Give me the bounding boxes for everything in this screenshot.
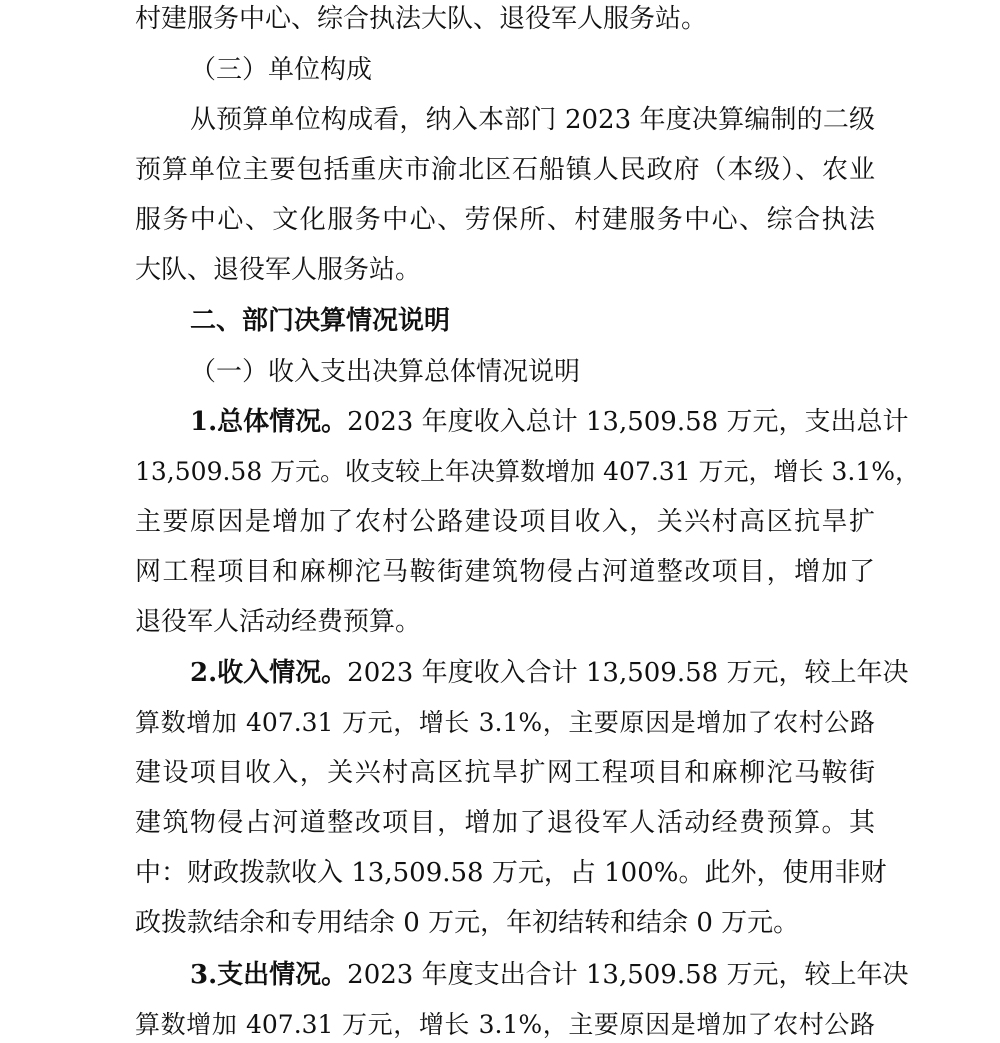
paragraph-lead: 3.支出情况。 [190, 960, 348, 990]
body-text-line: 政拨款结余和专用结余 0 万元，年初结转和结余 0 万元。 [135, 908, 800, 938]
paragraph-first-line [190, 405, 909, 439]
body-text-line: 13,509.58 万元。收支较上年决算数增加 407.31 万元，增长 3.1%， [135, 457, 921, 486]
paragraph-first-line [190, 958, 909, 992]
body-text-line: 算数增加 407.31 万元，增长 3.1%，主要原因是增加了农村公路 [135, 1010, 875, 1039]
body-text-line: 从预算单位构成看，纳入本部门 2023 年度决算编制的二级 [190, 105, 875, 135]
body-text-line: 主要原因是增加了农村公路建设项目收入，关兴村高区抗旱扩 [135, 507, 875, 537]
body-text-line: 大队、退役军人服务站。 [135, 255, 422, 285]
body-text-line: 2023 年度支出合计 13,509.58 万元，较上年决 [347, 960, 909, 990]
paragraph-lead: 1.总体情况。 [190, 407, 348, 437]
body-text-line: 网工程项目和麻柳沱马鞍街建筑物侵占河道整改项目，增加了 [135, 557, 875, 587]
chapter-heading: 二、部门决算情况说明 [190, 306, 451, 336]
paragraph-first-line [190, 656, 909, 690]
body-text-line: 中：财政拨款收入 13,509.58 万元，占 100%。此外，使用非财 [135, 858, 887, 888]
body-text-line: 退役军人活动经费预算。 [135, 607, 422, 637]
section-heading: （一）收入支出决算总体情况说明 [190, 357, 581, 387]
body-text-line: 建设项目收入，关兴村高区抗旱扩网工程项目和麻柳沱马鞍街 [135, 758, 875, 788]
body-text-line: 2023 年度收入总计 13,509.58 万元，支出总计 [347, 407, 909, 437]
body-text-line: 预算单位主要包括重庆市渝北区石船镇人民政府（本级）、农业 [135, 155, 875, 185]
body-text-line: 村建服务中心、综合执法大队、退役军人服务站。 [135, 4, 708, 34]
body-text-line: 服务中心、文化服务中心、劳保所、村建服务中心、综合执法 [135, 205, 875, 235]
body-text-line: 建筑物侵占河道整改项目，增加了退役军人活动经费预算。其 [135, 808, 875, 838]
section-heading: （三）单位构成 [190, 55, 373, 85]
paragraph-lead: 2.收入情况。 [190, 658, 348, 688]
body-text-line: 算数增加 407.31 万元，增长 3.1%，主要原因是增加了农村公路 [135, 708, 875, 737]
body-text-line: 2023 年度收入合计 13,509.58 万元，较上年决 [347, 658, 909, 688]
